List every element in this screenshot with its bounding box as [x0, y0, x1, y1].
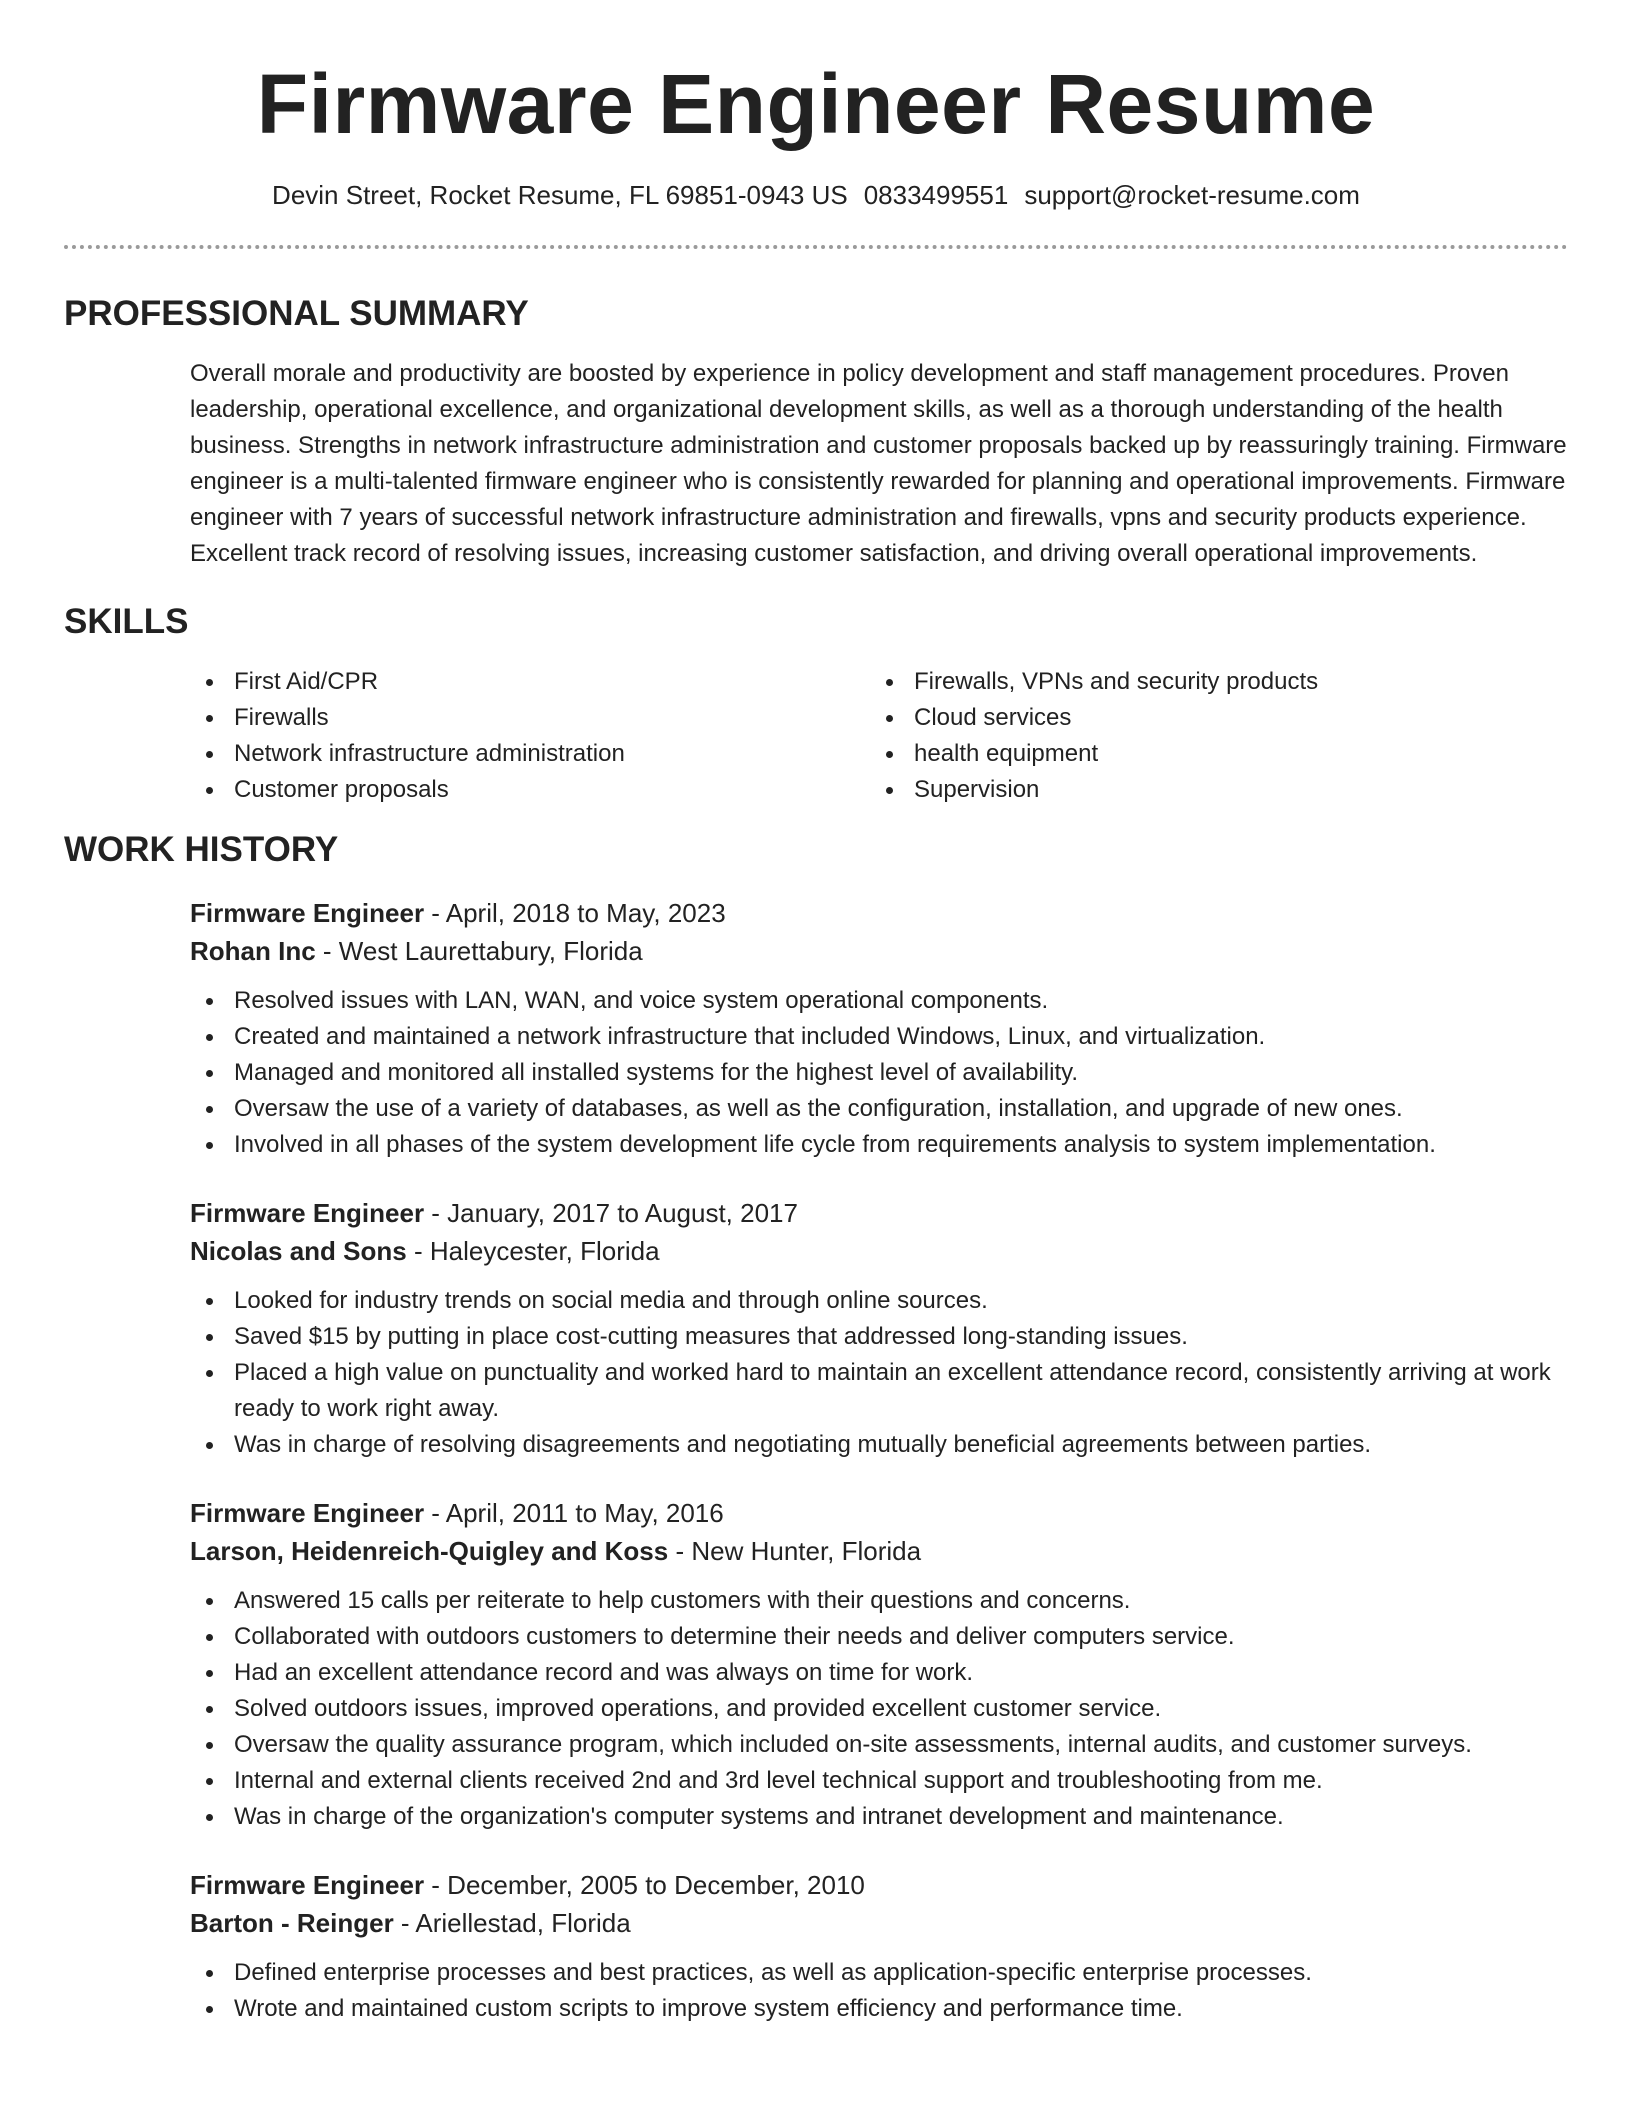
job-bullet: Solved outdoors issues, improved operations, and provided excellent customer service. [190, 1691, 1568, 1727]
job-bullets [190, 983, 1568, 1163]
job-location: - West Laurettabury, Florida [315, 936, 643, 966]
job-dates: - December, 2005 to December, 2010 [424, 1870, 865, 1900]
job-bullet: Managed and monitored all installed systems for the highest level of availability. [190, 1055, 1568, 1091]
job-location: - Ariellestad, Florida [393, 1908, 631, 1938]
job-bullets [190, 1955, 1568, 2027]
skill-item: Cloud services [870, 700, 1550, 736]
skills-column-left [190, 664, 870, 808]
skills-grid [190, 664, 1568, 808]
job-entry [190, 1866, 1568, 2027]
skill-item: Customer proposals [190, 772, 870, 808]
job-bullet: Internal and external clients received 2nd and 3rd level technical support and troubleshooting from me. [190, 1763, 1568, 1799]
job-title-line [190, 1194, 1568, 1232]
skill-item: Firewalls [190, 700, 870, 736]
job-title-line [190, 1494, 1568, 1532]
job-dates: - January, 2017 to August, 2017 [424, 1198, 798, 1228]
summary-text: Overall morale and productivity are boosted by experience in policy development and staff management procedures. Proven leadership, operational excellence, and organizational development skills, as well as a thorough understanding of the health business. Strengths in network infrastructure administration and customer proposals backed up by reassuringly training. Firmware engineer is a multi-talented firmware engineer who is consistently rewarded for planning and operational improvements. Firmware engineer with 7 years of successful network infrastructure administration and firewalls, vpns and security products experience. Excellent track record of resolving issues, increasing customer satisfaction, and driving overall operational improvements. [190, 360, 1567, 567]
job-bullet: Created and maintained a network infrastructure that included Windows, Linux, and virtualization. [190, 1019, 1568, 1055]
job-company-line [190, 1232, 1568, 1270]
skill-item: health equipment [870, 736, 1550, 772]
job-company: Larson, Heidenreich-Quigley and Koss [190, 1536, 669, 1566]
job-entry [190, 1494, 1568, 1835]
job-title-line [190, 894, 1568, 932]
job-entry [190, 1194, 1568, 1463]
skills-column-right [870, 664, 1550, 808]
skill-item: Supervision [870, 772, 1550, 808]
job-bullet: Oversaw the use of a variety of databases, as well as the configuration, installation, and upgrade of new ones. [190, 1091, 1568, 1127]
job-bullet: Saved $15 by putting in place cost-cutting measures that addressed long-standing issues. [190, 1319, 1568, 1355]
job-dates: - April, 2011 to May, 2016 [424, 1498, 724, 1528]
job-bullet: Wrote and maintained custom scripts to improve system efficiency and performance time. [190, 1991, 1568, 2027]
header-divider [64, 245, 1568, 249]
job-title: Firmware Engineer [190, 898, 425, 928]
job-bullet: Looked for industry trends on social media and through online sources. [190, 1283, 1568, 1319]
contact-phone: 0833499551 [863, 180, 1009, 210]
skill-item: Network infrastructure administration [190, 736, 870, 772]
job-bullet: Placed a high value on punctuality and worked hard to maintain an excellent attendance record, consistently arriving at work ready to work right away. [190, 1355, 1568, 1427]
job-title-line [190, 1866, 1568, 1904]
job-company: Barton - Reinger [190, 1908, 394, 1938]
job-company-line [190, 1904, 1568, 1942]
job-company: Rohan Inc [190, 936, 316, 966]
job-entry [190, 894, 1568, 1163]
resume-title: Firmware Engineer Resume [256, 57, 1376, 151]
job-location: - New Hunter, Florida [668, 1536, 922, 1566]
job-title: Firmware Engineer [190, 1870, 425, 1900]
work-history-heading: WORK HISTORY [64, 830, 339, 869]
skills-heading: SKILLS [64, 602, 189, 641]
job-dates: - April, 2018 to May, 2023 [424, 898, 726, 928]
summary-heading: PROFESSIONAL SUMMARY [64, 294, 529, 333]
job-location: - Haleycester, Florida [406, 1236, 660, 1266]
job-bullets [190, 1283, 1568, 1463]
contact-line [64, 179, 1568, 211]
contact-address: Devin Street, Rocket Resume, FL 69851-0943 US [272, 180, 848, 210]
job-title: Firmware Engineer [190, 1498, 425, 1528]
job-company-line [190, 1532, 1568, 1570]
job-bullet: Oversaw the quality assurance program, which included on-site assessments, internal audits, and customer surveys. [190, 1727, 1568, 1763]
job-bullet: Was in charge of resolving disagreements and negotiating mutually beneficial agreements between parties. [190, 1427, 1568, 1463]
job-bullet: Answered 15 calls per reiterate to help customers with their questions and concerns. [190, 1583, 1568, 1619]
contact-email: support@rocket-resume.com [1024, 180, 1360, 210]
job-bullet: Collaborated with outdoors customers to determine their needs and deliver computers service. [190, 1619, 1568, 1655]
resume-page [64, 0, 1568, 2027]
job-company-line [190, 932, 1568, 970]
job-bullet: Had an excellent attendance record and was always on time for work. [190, 1655, 1568, 1691]
job-bullet: Was in charge of the organization's computer systems and intranet development and maintenance. [190, 1799, 1568, 1835]
job-title: Firmware Engineer [190, 1198, 425, 1228]
job-bullet: Resolved issues with LAN, WAN, and voice system operational components. [190, 983, 1568, 1019]
skill-item: First Aid/CPR [190, 664, 870, 700]
job-bullets [190, 1583, 1568, 1835]
job-company: Nicolas and Sons [190, 1236, 407, 1266]
job-bullet: Defined enterprise processes and best practices, as well as application-specific enterprise processes. [190, 1955, 1568, 1991]
skill-item: Firewalls, VPNs and security products [870, 664, 1550, 700]
job-bullet: Involved in all phases of the system development life cycle from requirements analysis to system implementation. [190, 1127, 1568, 1163]
